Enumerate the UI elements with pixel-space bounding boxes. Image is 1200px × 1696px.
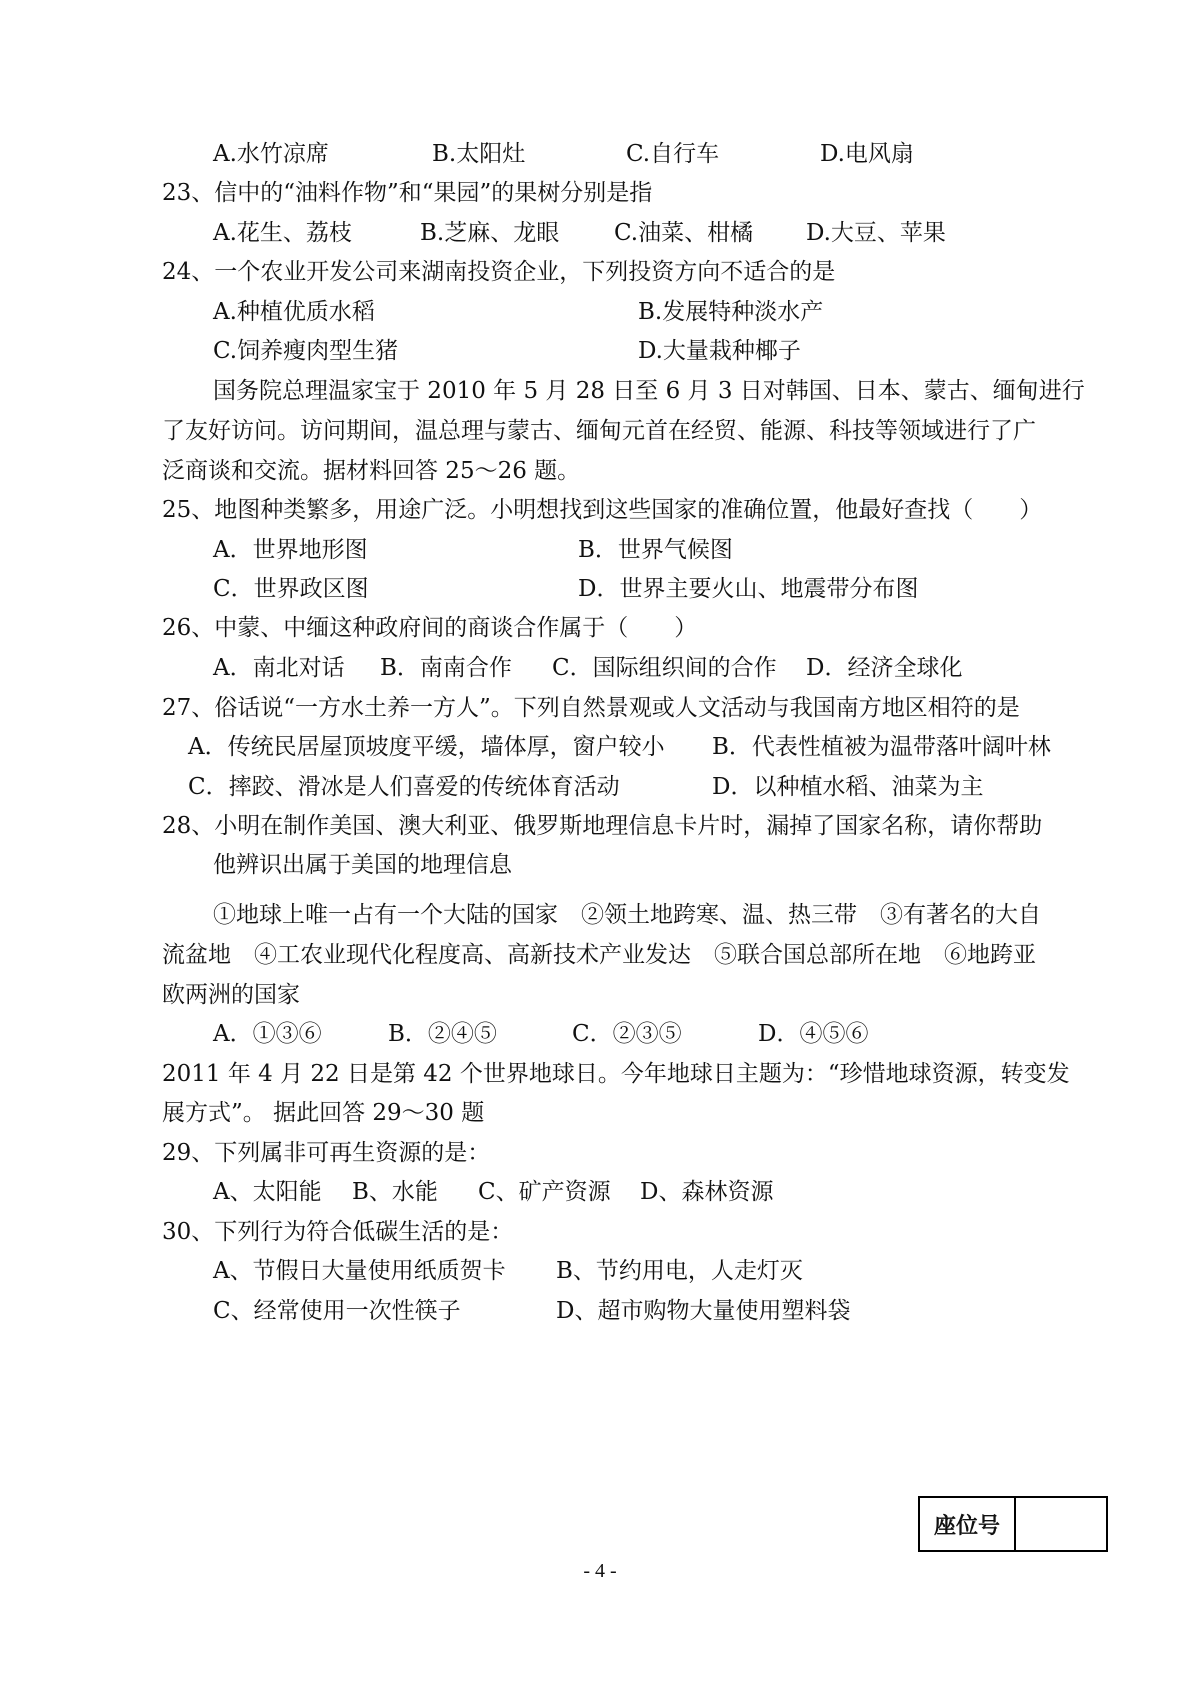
q27-option-b: B．代表性植被为温带落叶阔叶林 xyxy=(712,734,1051,760)
q23-option-c: C.油菜、柑橘 xyxy=(614,220,754,246)
q25-option-b: B．世界气候图 xyxy=(578,537,733,563)
q29-option-b: B、水能 xyxy=(352,1179,438,1205)
q26-option-c: C．国际组织间的合作 xyxy=(552,655,777,681)
q23-option-b: B.芝麻、龙眼 xyxy=(420,220,560,246)
q25-option-d: D．世界主要火山、地震带分布图 xyxy=(578,576,919,602)
seat-number-box xyxy=(918,1496,1108,1552)
q30-option-d: D、超市购物大量使用塑料袋 xyxy=(556,1298,851,1324)
q22-option-c: C.自行车 xyxy=(626,141,720,167)
q28-option-c: C．②③⑤ xyxy=(572,1021,682,1047)
q24-option-d: D.大量栽种椰子 xyxy=(638,338,801,364)
q28-option-d: D．④⑤⑥ xyxy=(758,1021,869,1047)
q30-option-b: B、节约用电，人走灯灭 xyxy=(556,1258,803,1284)
q26-option-a: A．南北对话 xyxy=(213,655,345,681)
q23-option-a: A.花生、荔枝 xyxy=(213,220,352,246)
seat-number-label: 座位号 xyxy=(920,1498,1016,1550)
q24-option-b: B.发展特种淡水产 xyxy=(638,299,824,325)
q28-option-b: B．②④⑤ xyxy=(388,1021,497,1047)
q22-option-d: D.电风扇 xyxy=(820,141,914,167)
q29-option-a: A、太阳能 xyxy=(213,1179,322,1205)
q28-option-a: A．①③⑥ xyxy=(213,1021,322,1047)
q24-option-c: C.饲养瘦肉型生猪 xyxy=(213,338,399,364)
q27-option-d: D．以种植水稻、油菜为主 xyxy=(712,774,984,800)
q27-option-a: A．传统民居屋顶坡度平缓，墙体厚，窗户较小 xyxy=(188,734,665,760)
q30-option-a: A、节假日大量使用纸质贺卡 xyxy=(213,1258,506,1284)
q25-option-c: C．世界政区图 xyxy=(213,576,369,602)
q29-option-d: D、森林资源 xyxy=(640,1179,774,1205)
q27-option-c: C．摔跤、滑冰是人们喜爱的传统体育活动 xyxy=(188,774,620,800)
q29-option-c: C、矿产资源 xyxy=(478,1179,611,1205)
q22-option-b: B.太阳灶 xyxy=(432,141,526,167)
q26-option-b: B．南南合作 xyxy=(380,655,512,681)
q23-option-d: D.大豆、苹果 xyxy=(806,220,946,246)
seat-number-field[interactable] xyxy=(1016,1498,1106,1550)
q24-option-a: A.种植优质水稻 xyxy=(213,299,375,325)
q25-option-a: A．世界地形图 xyxy=(213,537,368,563)
q22-option-a: A.水竹凉席 xyxy=(213,141,329,167)
page-number: - 4 - xyxy=(583,1560,617,1582)
q26-option-d: D．经济全球化 xyxy=(806,655,963,681)
q30-option-c: C、经常使用一次性筷子 xyxy=(213,1298,461,1324)
exam-page: A.水竹凉席 B.太阳灶 C.自行车 D.电风扇 23、信中的“油料作物”和“果园”的果树分别是指 A.花生、荔枝 B.芝麻、龙眼 C.油菜、柑橘 D.大豆、苹果 24、一个农业开发公司来湖南投资企业，下列投资方向不适合的是 A.种植优质水稻 B.发展特种淡水产 C.饲养瘦肉型生猪 D.大量栽种椰子 国务院总理温家宝于 2010 年 5 月 28 日至 6 月 3 日对韩国、日本、蒙古、缅甸进行 了友好访问。访问期间，温总理与蒙古、缅甸元首在经贸、能源、科技等领域进行了广 泛商谈和交流。据材料回答 25～26 题。 25、地图种类繁多，用途广泛。小明想找到这些国家的准确位置，他最好查找（ ） A．世界地形图 B．世界气候图 C．世界政区图 D．世界主要火山、地震带分布图 26、中蒙、中缅这种政府间的商谈合作属于（ ） A．南北对话 B．南南合作 C．国际组织间的合作 D．经济全球化 27、俗话说“一方水土养一方人”。下列自然景观或人文活动与我国南方地区相符的是 A．传统民居屋顶坡度平缓，墙体厚，窗户较小 B．代表性植被为温带落叶阔叶林 C．摔跤、滑冰是人们喜爱的传统体育活动 D．以种植水稻、油菜为主 28、小明在制作美国、澳大利亚、俄罗斯地理信息卡片时，漏掉了国家名称，请你帮助 他辨识出属于美国的地理信息 ①地球上唯一占有一个大陆的国家 ②领土地跨寒、温、热三带 ③有著名的大自 流盆地 ④工农业现代化程度高、高新技术产业发达 ⑤联合国总部所在地 ⑥地跨亚 欧两洲的国家 A．①③⑥ B．②④⑤ C．②③⑤ D．④⑤⑥ 2011 年 4 月 22 日是第 42 个世界地球日。今年地球日主题为：“珍惜地球资源，转变发 展方式”。 据此回答 29～30 题 29、下列属非可再生资源的是： A、太阳能 B、水能 C、矿产资源 D、森林资源 30、下列行为符合低碳生活的是： A、节假日大量使用纸质贺卡 B、节约用电，人走灯灭 C、经常使用一次性筷子 D、超市购物大量使用塑料袋 座位号 - 4 - xyxy=(0,0,1200,1696)
